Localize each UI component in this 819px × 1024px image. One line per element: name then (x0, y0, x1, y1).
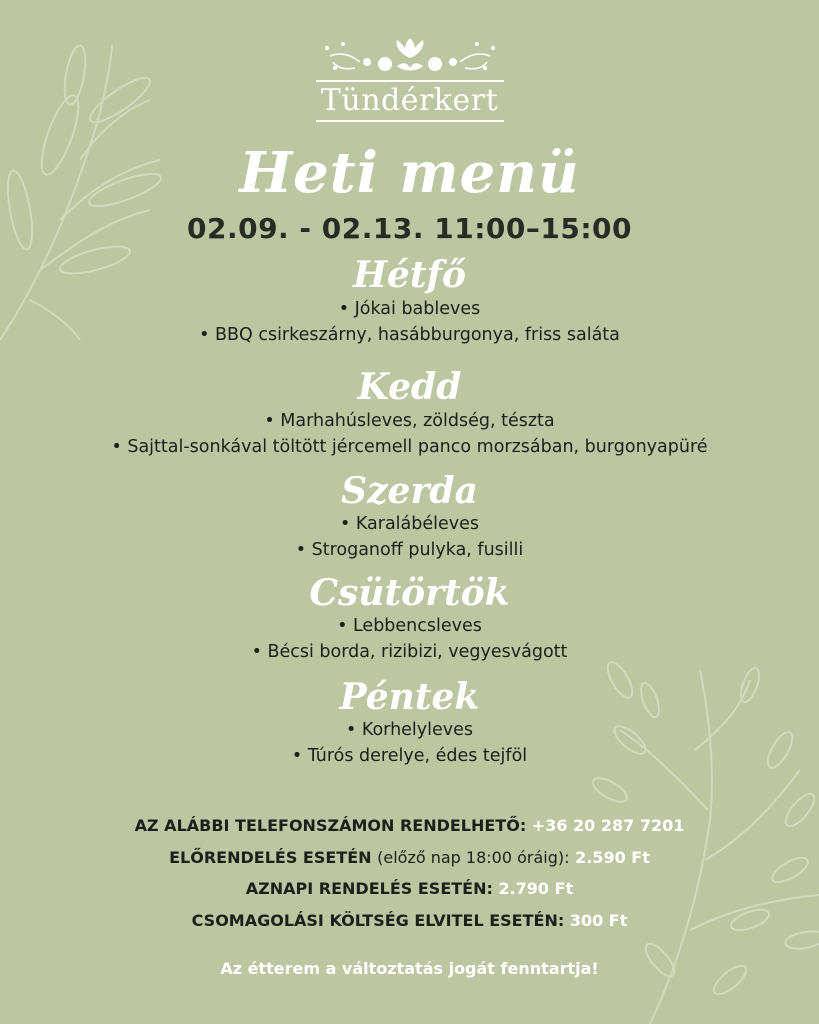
brand-name: Tündérkert (320, 83, 499, 118)
menu-item: • Sajttal-sonkával töltött jércemell panco morzsában, burgonyapüré (111, 437, 708, 457)
preorder-price: 2.590 Ft (575, 848, 650, 867)
menu-item: • Bécsi borda, rizibizi, vegyesvágott (251, 642, 568, 662)
menu-item: • Lebbencsleves (337, 616, 482, 636)
menu-item: • Karalábéleves (339, 514, 480, 534)
day-heading-friday: Péntek (339, 676, 480, 718)
menu-item: • Marhahúsleves, zöldség, tészta (264, 411, 555, 431)
info-packaging-label: CSOMAGOLÁSI KÖLTSÉG ELVITEL ESETÉN: (191, 911, 565, 930)
sameday-price: 2.790 Ft (498, 879, 574, 898)
menu-item: • Jókai bableves (338, 299, 481, 319)
menu-item: • Túrós derelye, édes tejföl (291, 746, 528, 766)
info-packaging (0, 908, 819, 934)
info-phone (0, 813, 819, 839)
menu-title: Heti menü (239, 140, 580, 206)
menu-item: • Korhelyleves (345, 720, 474, 740)
disclaimer-note: Az étterem a változtatás jogát fenntartja! (220, 959, 599, 978)
menu-item: • BBQ csirkeszárny, hasábburgonya, friss saláta (199, 325, 620, 345)
day-heading-thursday: Csütörtök (309, 572, 510, 614)
packaging-price: 300 Ft (569, 911, 628, 930)
day-heading-tuesday: Kedd (357, 366, 462, 408)
phone-number: +36 20 287 7201 (531, 816, 685, 835)
brand-logo (0, 34, 819, 122)
info-preorder-deadline: (előző nap 18:00 óráig): (377, 848, 570, 867)
info-sameday-label: AZNAPI RENDELÉS ESETÉN: (245, 879, 493, 898)
info-preorder (0, 845, 819, 871)
menu-item: • Stroganoff pulyka, fusilli (295, 540, 524, 560)
menu-dates: 02.09. - 02.13. 11:00–15:00 (186, 212, 633, 245)
info-sameday (0, 876, 819, 902)
floral-tulip-ornament-icon (315, 34, 505, 80)
info-phone-label: AZ ALÁBBI TELEFONSZÁMON RENDELHETŐ: (134, 816, 527, 835)
day-heading-monday: Hétfő (352, 254, 467, 296)
info-preorder-label: ELŐRENDELÉS ESETÉN (169, 848, 372, 867)
day-heading-wednesday: Szerda (341, 470, 478, 512)
logo-bottom-rule (316, 120, 504, 122)
